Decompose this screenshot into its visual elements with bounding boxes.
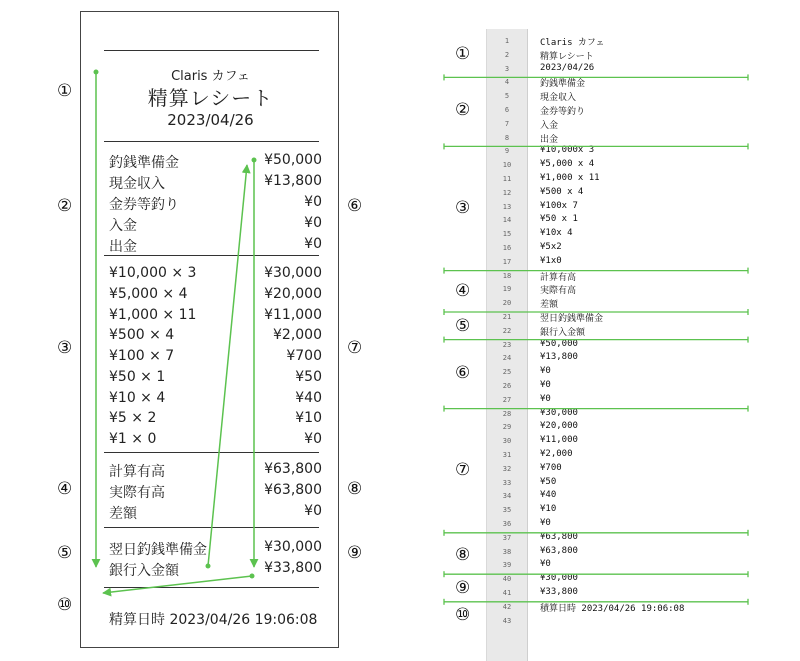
receipt-item-value: ¥20,000 bbox=[264, 285, 322, 302]
receipt-item-label: ¥1,000 × 11 bbox=[109, 306, 197, 323]
receipt-item-label: ¥100 × 7 bbox=[109, 348, 175, 364]
line-number: 29 bbox=[502, 423, 512, 432]
listing-line: ¥1,000 x 11 bbox=[540, 173, 600, 183]
receipt-item-value: ¥0 bbox=[304, 236, 322, 252]
receipt-item-value: ¥13,800 bbox=[264, 173, 322, 189]
receipt-item-value: ¥33,800 bbox=[264, 560, 322, 576]
line-number: 13 bbox=[502, 202, 512, 211]
line-number: 38 bbox=[502, 547, 512, 556]
receipt-item-label: 翌日釣銭準備金 bbox=[109, 542, 207, 558]
marker-listing-3: ③ bbox=[455, 198, 471, 218]
listing-line: 精算レシート bbox=[540, 51, 594, 62]
line-number: 19 bbox=[502, 285, 512, 294]
listing-line: ¥50,000 bbox=[540, 338, 578, 349]
listing-line: ¥5,000 x 4 bbox=[540, 159, 595, 170]
listing-line: ¥11,000 bbox=[540, 435, 578, 446]
listing-line: ¥10 bbox=[540, 504, 557, 515]
receipt-footer-timestamp: 精算日時 2023/04/26 19:06:08 bbox=[109, 612, 318, 628]
line-number: 27 bbox=[502, 395, 512, 404]
line-number: 34 bbox=[502, 492, 512, 501]
flow-arrow-start-dot bbox=[94, 70, 99, 75]
flow-arrow-start-dot bbox=[250, 574, 255, 579]
marker-receipt-9: ⑨ bbox=[347, 543, 363, 563]
line-number: 9 bbox=[504, 147, 510, 156]
receipt-item-value: ¥0 bbox=[304, 215, 322, 231]
line-number: 8 bbox=[504, 133, 510, 142]
line-number: 26 bbox=[502, 382, 512, 390]
receipt-item-label: 銀行入金額 bbox=[109, 563, 179, 579]
line-number: 40 bbox=[502, 575, 512, 584]
line-number: 31 bbox=[502, 451, 512, 459]
flow-arrow-start-dot bbox=[252, 158, 257, 163]
marker-receipt-4: ④ bbox=[57, 479, 73, 499]
marker-receipt-3: ③ bbox=[57, 338, 73, 358]
marker-listing-8: ⑧ bbox=[455, 545, 471, 565]
line-number: 21 bbox=[502, 313, 512, 321]
line-number: 25 bbox=[502, 368, 512, 377]
receipt-item-value: ¥30,000 bbox=[264, 265, 322, 281]
line-number: 5 bbox=[504, 92, 510, 101]
marker-receipt-1: ① bbox=[57, 81, 73, 101]
receipt-item-label: ¥10,000 × 3 bbox=[109, 265, 197, 281]
marker-listing-10: ⑩ bbox=[455, 605, 471, 625]
listing-line: ¥0 bbox=[540, 393, 551, 404]
listing-line: 計算有高 bbox=[540, 272, 577, 283]
listing-line: 釣銭準備金 bbox=[540, 79, 586, 90]
marker-listing-6: ⑥ bbox=[455, 363, 471, 383]
receipt-item-label: ¥50 × 1 bbox=[109, 368, 166, 385]
line-number: 39 bbox=[502, 561, 512, 570]
listing-line: ¥0 bbox=[540, 518, 551, 528]
receipt-item-label: 差額 bbox=[109, 506, 137, 522]
line-number: 10 bbox=[502, 161, 512, 170]
receipt-title: 精算レシート bbox=[147, 86, 274, 110]
receipt-item-label: 釣銭準備金 bbox=[109, 155, 179, 171]
listing-line: ¥1x0 bbox=[540, 255, 562, 266]
receipt-item-value: ¥2,000 bbox=[273, 327, 322, 344]
listing-line: ¥100x 7 bbox=[540, 200, 578, 211]
receipt-item-label: 計算有高 bbox=[109, 464, 165, 480]
listing-line: 差額 bbox=[540, 300, 559, 311]
listing-line: ¥40 bbox=[540, 490, 557, 501]
listing-line: 出金 bbox=[540, 134, 559, 145]
line-number: 43 bbox=[502, 616, 512, 625]
line-number: 17 bbox=[502, 257, 512, 266]
receipt-item-value: ¥50,000 bbox=[264, 152, 322, 168]
line-number: 41 bbox=[502, 589, 512, 597]
listing-line: 現金収入 bbox=[540, 93, 577, 104]
marker-listing-7: ⑦ bbox=[455, 460, 471, 480]
listing-line: ¥33,800 bbox=[540, 587, 578, 597]
listing-line: ¥0 bbox=[540, 380, 551, 390]
marker-listing-4: ④ bbox=[455, 281, 471, 301]
listing-line: ¥50 bbox=[540, 476, 557, 487]
listing-line: ¥2,000 bbox=[540, 449, 573, 459]
line-number: 42 bbox=[502, 602, 512, 611]
receipt-shop-name: Claris カフェ bbox=[171, 69, 250, 84]
receipt-item-label: 入金 bbox=[109, 218, 137, 234]
receipt-date: 2023/04/26 bbox=[167, 111, 254, 129]
receipt-item-value: ¥0 bbox=[304, 431, 322, 447]
marker-receipt-2: ② bbox=[57, 196, 73, 216]
marker-listing-5: ⑤ bbox=[455, 316, 471, 336]
line-number: 36 bbox=[502, 520, 512, 528]
marker-receipt-6: ⑥ bbox=[347, 196, 363, 216]
line-number: 20 bbox=[502, 299, 512, 308]
marker-receipt-10: ⑩ bbox=[57, 595, 73, 615]
receipt-item-label: ¥10 × 4 bbox=[109, 389, 166, 406]
receipt-item-label: ¥5,000 × 4 bbox=[109, 285, 188, 302]
line-number: 12 bbox=[502, 188, 512, 197]
flow-arrow-to-footer bbox=[103, 576, 252, 593]
listing-line: ¥700 bbox=[540, 462, 562, 473]
line-number: 4 bbox=[504, 78, 510, 87]
marker-listing-2: ② bbox=[455, 100, 471, 120]
line-number: 14 bbox=[502, 216, 512, 225]
line-number: 35 bbox=[502, 506, 512, 515]
receipt-item-value: ¥63,800 bbox=[264, 482, 322, 498]
receipt-item-value: ¥0 bbox=[304, 503, 322, 519]
listing-line: ¥30,000 bbox=[540, 573, 578, 584]
line-number: 16 bbox=[502, 244, 512, 252]
line-number: 2 bbox=[504, 50, 510, 59]
listing-line: 入金 bbox=[540, 120, 559, 131]
listing-line: ¥30,000 bbox=[540, 407, 578, 418]
listing-line: ¥5x2 bbox=[540, 242, 562, 252]
line-number: 33 bbox=[502, 478, 512, 487]
receipt-item-value: ¥50 bbox=[295, 368, 322, 385]
marker-listing-1: ① bbox=[455, 44, 471, 64]
receipt-item-value: ¥40 bbox=[295, 389, 322, 406]
receipt-item-value: ¥700 bbox=[286, 348, 322, 364]
line-number: 22 bbox=[502, 326, 512, 335]
line-number: 11 bbox=[502, 175, 512, 183]
listing-line: ¥0 bbox=[540, 366, 551, 377]
line-number: 30 bbox=[502, 437, 512, 446]
marker-listing-9: ⑨ bbox=[455, 578, 471, 598]
listing-line: Claris カフェ bbox=[540, 38, 605, 48]
receipt-item-label: 出金 bbox=[109, 239, 137, 255]
receipt-item-value: ¥11,000 bbox=[264, 306, 322, 323]
line-number: 7 bbox=[504, 119, 510, 128]
flow-arrow-start-dot bbox=[206, 564, 211, 569]
line-number: 23 bbox=[502, 340, 512, 349]
listing-line: 翌日釣銭準備金 bbox=[540, 314, 604, 324]
receipt-item-value: ¥30,000 bbox=[264, 539, 322, 555]
receipt-item-value: ¥0 bbox=[304, 194, 322, 210]
receipt-item-label: 金券等釣り bbox=[109, 197, 179, 213]
listing-line: 実際有高 bbox=[540, 286, 577, 297]
marker-receipt-5: ⑤ bbox=[57, 543, 73, 563]
receipt-item-label: ¥500 × 4 bbox=[109, 327, 175, 344]
line-number: 18 bbox=[502, 271, 512, 280]
listing-line: ¥0 bbox=[540, 559, 551, 570]
receipt-item-label: ¥1 × 0 bbox=[109, 431, 157, 447]
flow-arrow-diagonal-up bbox=[208, 165, 247, 566]
listing-line: ¥63,800 bbox=[540, 545, 578, 556]
listing-line: ¥20,000 bbox=[540, 421, 578, 432]
receipt-item-label: 現金収入 bbox=[109, 176, 165, 192]
line-number: 15 bbox=[502, 230, 512, 239]
listing-line: ¥10x 4 bbox=[540, 228, 573, 239]
marker-receipt-7: ⑦ bbox=[347, 338, 363, 358]
line-number: 37 bbox=[502, 533, 512, 542]
line-number: 1 bbox=[504, 37, 510, 45]
listing-line: ¥63,800 bbox=[540, 531, 578, 542]
line-number: 3 bbox=[504, 64, 510, 73]
line-number: 28 bbox=[502, 409, 512, 418]
listing-line: 銀行入金額 bbox=[540, 327, 586, 338]
receipt-item-label: ¥5 × 2 bbox=[109, 410, 157, 427]
listing-line: ¥10,000x 3 bbox=[540, 145, 595, 156]
line-number: 6 bbox=[504, 106, 510, 114]
line-number: 24 bbox=[502, 354, 512, 363]
receipt-item-label: 実際有高 bbox=[109, 485, 165, 501]
line-number: 32 bbox=[502, 464, 512, 473]
listing-line: 2023/04/26 bbox=[540, 62, 595, 73]
listing-line: ¥500 x 4 bbox=[540, 186, 584, 197]
receipt-item-value: ¥10 bbox=[295, 410, 322, 427]
listing-line: ¥50 x 1 bbox=[540, 214, 578, 225]
receipt-item-value: ¥63,800 bbox=[264, 461, 322, 477]
listing-line: 金券等釣り bbox=[540, 107, 586, 117]
listing-line: ¥13,800 bbox=[540, 352, 578, 363]
marker-receipt-8: ⑧ bbox=[347, 479, 363, 499]
listing-line: 積算日時 2023/04/26 19:06:08 bbox=[540, 603, 685, 614]
listing-separators bbox=[444, 74, 748, 604]
